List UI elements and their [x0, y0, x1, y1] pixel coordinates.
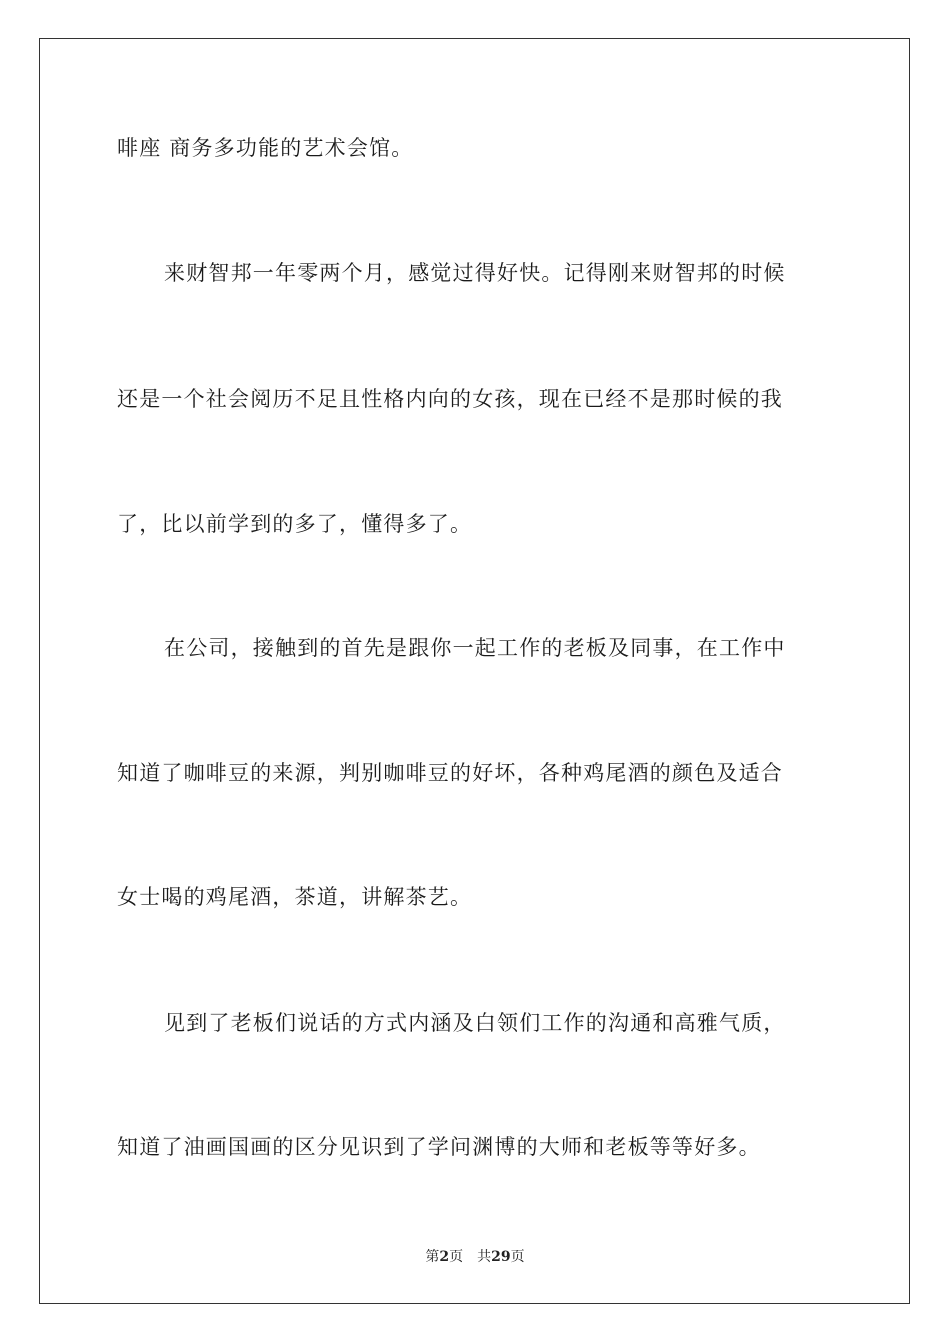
total-prefix: 共 [477, 1249, 492, 1265]
page-suffix: 页 [449, 1249, 464, 1265]
paragraph-1-line-1: 来财智邦一年零两个月，感觉过得好快。记得刚来财智邦的时候 [164, 261, 786, 285]
page-prefix: 第 [425, 1249, 440, 1265]
paragraph-3-line-2: 知道了油画国画的区分见识到了学问渊博的大师和老板等等好多。 [117, 1135, 761, 1159]
text-line-1: 啡座 商务多功能的艺术会馆。 [117, 136, 414, 160]
page-footer [0, 1247, 950, 1267]
total-pages: 29 [491, 1249, 511, 1265]
total-suffix: 页 [510, 1249, 525, 1265]
paragraph-1-line-3: 了，比以前学到的多了，懂得多了。 [117, 512, 473, 536]
page-border [39, 38, 910, 1304]
paragraph-3-line-1: 见到了老板们说话的方式内涵及白领们工作的沟通和高雅气质， [164, 1011, 786, 1035]
paragraph-1-line-2: 还是一个社会阅历不足且性格内向的女孩，现在已经不是那时候的我 [117, 387, 783, 411]
paragraph-2-line-3: 女士喝的鸡尾酒，茶道，讲解茶艺。 [117, 885, 473, 909]
paragraph-2-line-1: 在公司，接触到的首先是跟你一起工作的老板及同事，在工作中 [164, 636, 786, 660]
page-number: 2 [439, 1249, 450, 1265]
paragraph-2-line-2: 知道了咖啡豆的来源，判别咖啡豆的好坏，各种鸡尾酒的颜色及适合 [117, 761, 783, 785]
